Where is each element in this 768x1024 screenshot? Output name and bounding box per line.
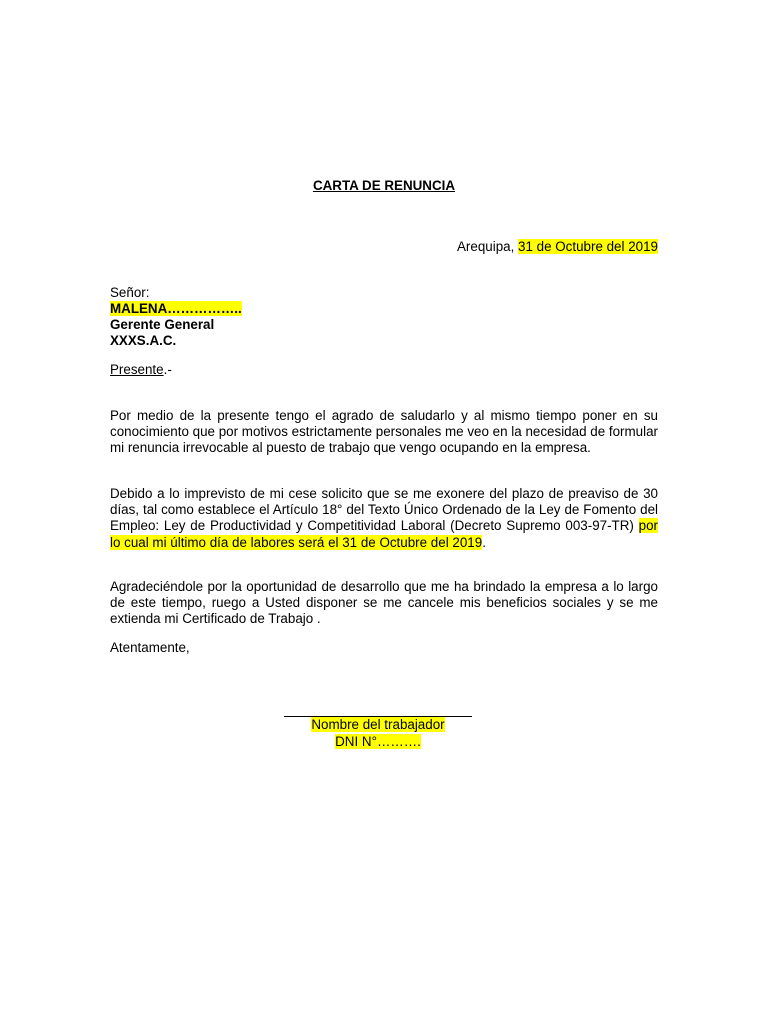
recipient-name: MALENA…………….. <box>110 301 242 316</box>
signature-name-line <box>0 717 756 733</box>
closing: Atentamente, <box>110 640 190 655</box>
paragraph-3: Agradeciéndole por la oportunidad de desarrollo que me ha brindado la empresa a lo largo de este tiempo, ruego a Usted disponer se me cancele mis beneficios sociales y se me extienda mi Certificado de Trabajo . <box>110 579 658 627</box>
presente-word: Presente <box>110 362 164 377</box>
paragraph-2-text: Debido a lo imprevisto de mi cese solicito que se me exonere del plazo de preaviso de 30 días, tal como establece el Artículo 18° del Texto Único Ordenado de la Ley de Fomento del Empleo: Ley de Productividad y Competitividad Laboral (Decreto Supremo 003-97-TR) <box>110 486 658 534</box>
company-name: XXXS.A.C. <box>110 333 177 348</box>
signature-dni-line <box>0 734 756 750</box>
salutation: Señor: <box>110 285 150 300</box>
place: Arequipa, <box>456 239 519 254</box>
recipient-position: Gerente General <box>110 317 215 332</box>
signature-dni: DNI N°………. <box>335 734 421 749</box>
paragraph-2 <box>110 486 658 551</box>
recipient-block <box>110 285 242 349</box>
letter-date: 31 de Octubre del 2019 <box>518 239 658 254</box>
presente-suffix: .- <box>163 362 172 377</box>
signature-name: Nombre del trabajador <box>311 717 445 732</box>
letter-title: CARTA DE RENUNCIA <box>312 178 456 193</box>
paragraph-2-highlight: por lo cual mi último día de labores será el 31 de Octubre del 2019 <box>110 518 658 550</box>
paragraph-1: Por medio de la presente tengo el agrado de saludarlo y al mismo tiempo poner en su conocimiento que por motivos estrictamente personales me veo en la necesidad de formular mi renuncia irrevocable al puesto de trabajo que vengo ocupando en la empresa. <box>110 408 658 456</box>
paragraph-2-end: . <box>482 534 486 550</box>
presente-line <box>110 362 172 378</box>
date-line <box>457 239 658 255</box>
